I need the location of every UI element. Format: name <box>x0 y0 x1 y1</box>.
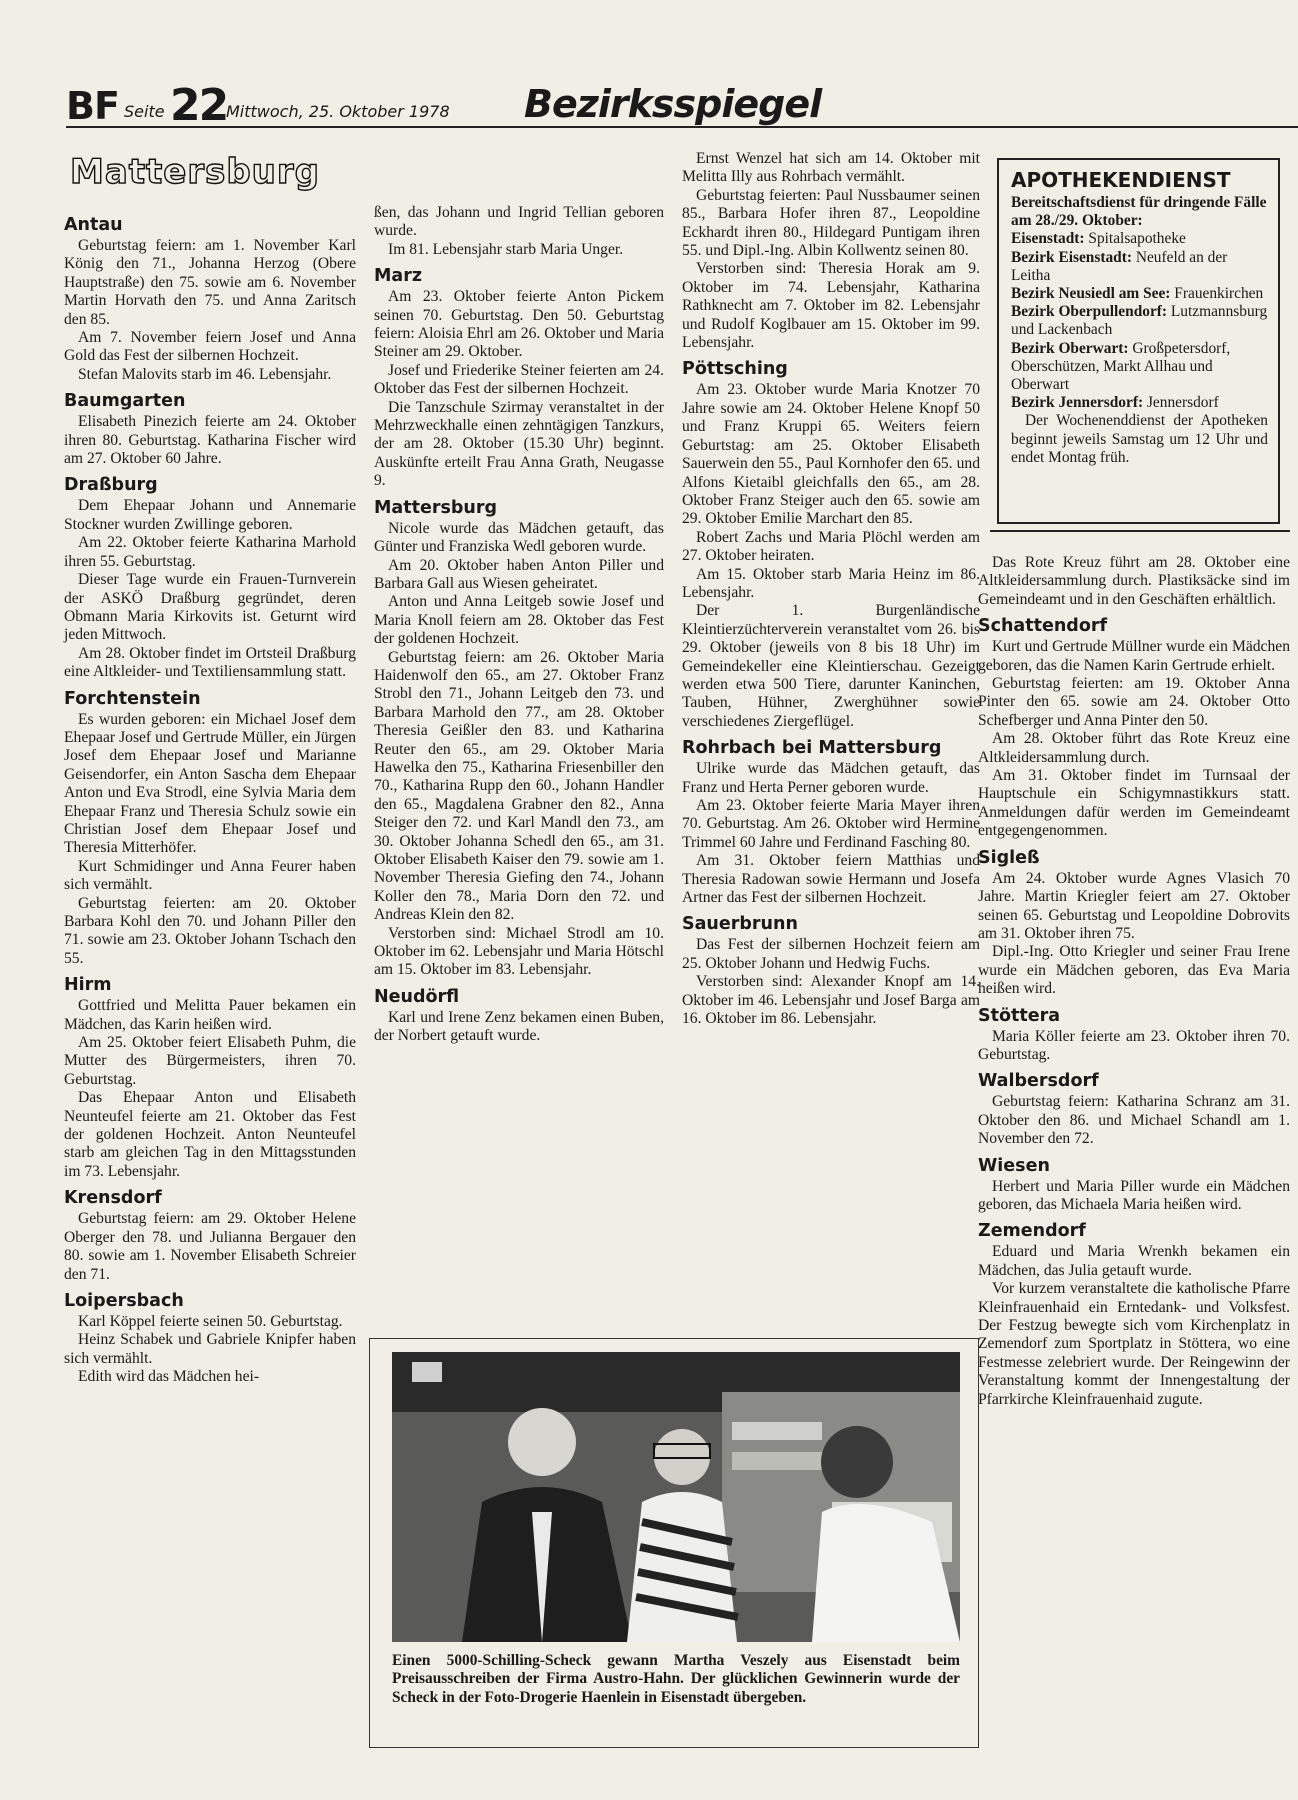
news-paragraph: Nicole wurde das Mädchen getauft, das Günter und Franziska Wedl geboren wurde. <box>374 519 664 556</box>
news-paragraph: Am 20. Oktober haben Anton Piller und Barbara Gall aus Wiesen geheiratet. <box>374 556 664 592</box>
apotheke-district: Eisenstadt: <box>1011 230 1085 248</box>
place-heading: Walbersdorf <box>978 1071 1099 1092</box>
news-paragraph: Geburtstag feiern: am 1. November Karl König den 71., Johanna Herzog (Obere Hauptstraße) den 75. sowie am 6. November Martin Horvath den 75. und Anna Zaritsch den 85. <box>64 237 356 328</box>
news-paragraph: Geburtstag feiern: am 26. Oktober Maria Haidenwolf den 65., am 27. Oktober Franz Strobl den 71., Johann Leitgeb den 73. und Barbara Marhold den 77., am 28. Oktober Theresia Geißler den 83. und Katharina Reuter den 65., am 29. Oktober Maria Hawelka den 75., Katharina Friesenbiller den 70., Katharina Rupp den 60., Johann Handler den 65., Magdalena Grabner den 82., Anna Steiger den 72. und Karl Mandl den 73., am 30. Oktober Johanna Schedl den 65., am 31. Oktober Elisabeth Kaiser den 79. sowie am 1. November Theresia Giefing den 74., Johann Koller den 78., Maria Dorn den 72. und Andreas Klein den 82. <box>374 648 664 924</box>
news-paragraph: Dieser Tage wurde ein Frauen-Turnverein der ASKÖ Draßburg gegründet, deren Obmann Maria Kirkovits ist. Geturnt wird jeden Mittwoch. <box>64 571 356 644</box>
news-paragraph: Kurt und Gertrude Müllner wurde ein Mädchen geboren, das die Namen Karin Gertrude erhielt. <box>978 638 1290 674</box>
place-heading: Antau <box>64 215 123 235</box>
apotheke-pharmacy: Lutzmannsburg und Lackenbach <box>1011 303 1268 339</box>
news-paragraph: Anton und Anna Leitgeb sowie Josef und Maria Knoll feiern am 28. Oktober das Fest der goldenen Hochzeit. <box>374 593 664 648</box>
place-heading: Neudörfl <box>374 986 460 1007</box>
region-logo: Mattersburg <box>70 152 320 192</box>
apothekendienst-title: APOTHEKENDIENST <box>1011 168 1231 192</box>
news-paragraph: Dipl.-Ing. Otto Kriegler und seiner Frau Irene wurde ein Mädchen geboren, das Eva Maria heißen wird. <box>978 943 1290 998</box>
column-2 <box>374 204 664 1046</box>
news-paragraph: Robert Zachs und Maria Plöchl werden am 27. Oktober heiraten. <box>682 528 980 565</box>
place-heading: Sauerbrunn <box>682 914 798 935</box>
place-heading: Rohrbach bei Mattersburg <box>682 738 942 759</box>
news-paragraph: Am 31. Oktober feiern Matthias und Theresia Radowan sowie Hermann und Josefa Artner das Fest der silbernen Hochzeit. <box>682 852 980 907</box>
apotheke-pharmacy: Frauenkirchen <box>1174 285 1264 303</box>
place-heading: Wiesen <box>978 1155 1050 1176</box>
apothekendienst-footer: Der Wochenenddienst der Apotheken beginnt jeweils Samstag um 12 Uhr und endet Montag früh. <box>1011 412 1268 466</box>
place-heading: Hirm <box>64 975 112 996</box>
masthead <box>66 82 1216 132</box>
news-paragraph: Am 7. November feiern Josef und Anna Gold das Fest der silbernen Hochzeit. <box>64 329 356 365</box>
paper-logo: BF <box>66 84 119 128</box>
apotheke-pharmacy: Großpetersdorf, Oberschützen, Markt Allhau und Oberwart <box>1011 339 1231 394</box>
apotheke-entry <box>1011 285 1268 303</box>
column-4 <box>978 554 1290 1409</box>
news-paragraph: Geburtstag feiern: am 29. Oktober Helene Oberger den 78. und Julianna Bergauer den 80. sowie am 1. November Elisabeth Schreier den 71. <box>64 1210 356 1283</box>
news-paragraph: Kurt Schmidinger und Anna Feurer haben sich vermählt. <box>64 857 356 894</box>
apotheke-entry <box>1011 230 1268 248</box>
news-paragraph: Vor kurzem veranstaltete die katholische Pfarre Kleinfrauenhaid ein Erntedank- und Volksfest. Der Festzug bewegte sich vom Kirchenplatz in Zemendorf zum Sportplatz in Stöttera, wo eine Festmesse zelebriert wurde. Der Reingewinn der Veranstaltung kommt der Innengestaltung der Pfarrkirche Kleinfrauenhaid zugute. <box>978 1280 1290 1408</box>
place-heading: Zemendorf <box>978 1221 1086 1242</box>
news-paragraph: Geburtstag feiern: Katharina Schranz am 31. Oktober den 86. und Michael Schandl am 1. November den 72. <box>978 1093 1290 1148</box>
news-paragraph: Elisabeth Pinezich feierte am 24. Oktober ihren 80. Geburtstag. Katharina Fischer wird am 27. Oktober 60 Jahre. <box>64 413 356 468</box>
issue-date: Mittwoch, 25. Oktober 1978 <box>226 102 450 121</box>
news-paragraph: Am 24. Oktober wurde Agnes Vlasich 70 Jahre. Martin Kriegler feiert am 27. Oktober seinen 65. Geburtstag und Leopoldine Dobrovits am 31. Oktober ihren 75. <box>978 869 1290 942</box>
column-1-body <box>64 214 356 1387</box>
news-paragraph: Heinz Schabek und Gabriele Knipfer haben sich vermählt. <box>64 1331 356 1367</box>
news-paragraph: Verstorben sind: Michael Strodl am 10. Oktober im 62. Lebensjahr und Maria Hötschl am 15. Oktober im 83. Lebensjahr. <box>374 924 664 979</box>
news-paragraph: Maria Köller feierte am 23. Oktober ihren 70. Geburtstag. <box>978 1027 1290 1063</box>
apotheke-district: Bezirk Eisenstadt: <box>1011 248 1132 266</box>
news-paragraph: Ernst Wenzel hat sich am 14. Oktober mit Melitta Illy aus Rohrbach vermählt. <box>682 150 980 186</box>
news-photo <box>392 1352 960 1642</box>
news-paragraph: Josef und Friederike Steiner feierten am 24. Oktober das Fest der silbernen Hochzeit. <box>374 361 664 398</box>
place-heading: Marz <box>374 266 423 287</box>
news-paragraph: Am 23. Oktober feierte Anton Pickem seinen 70. Geburtstag. Den 50. Geburtstag feiern: Aloisia Ehrl am 26. Oktober und Maria Steiner am 29. Oktober. <box>374 288 664 361</box>
apotheke-district: Bezirk Oberpullendorf: <box>1011 303 1168 321</box>
news-paragraph: Edith wird das Mädchen hei- <box>78 1368 260 1386</box>
news-paragraph: Am 28. Oktober findet im Ortsteil Draßburg eine Altkleider- und Textiliensammlung statt. <box>64 644 356 681</box>
apotheke-district: Bezirk Jennersdorf: <box>1011 394 1144 412</box>
place-heading: Draßburg <box>64 475 158 496</box>
news-paragraph: Am 31. Oktober findet im Turnsaal der Hauptschule ein Schigymnastikkurs statt. Anmeldungen dafür werden im Gemeindeamt entgegengenommen. <box>978 767 1290 840</box>
box-divider <box>990 530 1290 532</box>
masthead-rule <box>66 126 1298 128</box>
news-paragraph: Am 28. Oktober führt das Rote Kreuz eine Altkleidersammlung durch. <box>978 730 1290 766</box>
news-paragraph: Verstorben sind: Alexander Knopf am 14. Oktober im 46. Lebensjahr und Josef Barga am 16. Oktober im 86. Lebensjahr. <box>682 973 980 1028</box>
place-heading: Schattendorf <box>978 616 1108 637</box>
news-paragraph: Verstorben sind: Theresia Horak am 9. Oktober im 74. Lebensjahr, Katharina Rathknecht am 7. Oktober im 82. Lebensjahr und Rudolf Koglbauer am 15. Oktober im 99. Lebensjahr. <box>682 260 980 352</box>
news-paragraph: Ulrike wurde das Mädchen getauft, das Franz und Herta Perner geboren wurde. <box>682 760 980 796</box>
apothekendienst-intro: Bereitschaftsdienst für dringende Fälle am 28./29. Oktober: <box>1011 194 1267 230</box>
photo-image <box>392 1352 960 1642</box>
news-paragraph: Eduard und Maria Wrenkh bekamen ein Mädchen, das Julia getauft wurde. <box>978 1243 1290 1279</box>
news-paragraph: Stefan Malovits starb im 46. Lebensjahr. <box>78 365 332 383</box>
place-heading: Loipersbach <box>64 1290 184 1311</box>
news-paragraph: Geburtstag feierten: am 20. Oktober Barbara Kohl den 70. und Johann Piller den 71. sowie am 23. Oktober Johann Tschach den 55. <box>64 894 356 967</box>
apotheke-entry <box>1011 394 1268 412</box>
place-heading: Pöttsching <box>682 359 788 380</box>
news-paragraph: Am 22. Oktober feierte Katharina Marhold ihren 55. Geburtstag. <box>64 534 356 570</box>
news-paragraph: Herbert und Maria Piller wurde ein Mädchen geboren, das Michaela Maria heißen wird. <box>978 1177 1290 1213</box>
page-number: 22 <box>170 80 228 131</box>
apotheke-pharmacy: Jennersdorf <box>1146 394 1219 412</box>
place-heading: Sigleß <box>978 847 1040 868</box>
news-paragraph: Der 1. Burgenländische Kleintierzüchterverein veranstaltet vom 26. bis 29. Oktober (jeweils von 8 bis 18 Uhr) im Gemeindekeller eine Kleintierschau. Gezeigt werden etwa 500 Tiere, darunter Kaninchen, Tauben, Hühner, Zwerghühner sowie verschiedenes Ziergeflügel. <box>682 602 980 730</box>
apothekendienst-list <box>1011 230 1268 412</box>
place-heading: Forchtenstein <box>64 688 201 709</box>
apotheke-pharmacy: Spitalsapotheke <box>1088 230 1186 248</box>
apotheke-pharmacy: Neufeld an der Leitha <box>1011 248 1228 284</box>
news-paragraph: Am 23. Oktober wurde Maria Knotzer 70 Jahre sowie am 24. Oktober Helene Knopf 50 und Franz Kruppi 65. Weiters feiern Geburtstag: am 25. Oktober Elisabeth Sauerwein den 55., Paul Kornhofer den 65. und Alfons Kietaibl gleichfalls den 65., am 28. Oktober Franz Steiger auch den 65. sowie am 29. Oktober Emilie Marchart den 85. <box>682 381 980 528</box>
news-paragraph: Im 81. Lebensjahr starb Maria Unger. <box>388 240 624 258</box>
news-paragraph: Am 25. Oktober feiert Elisabeth Puhm, die Mutter des Bürgermeisters, ihren 70. Geburtstag. <box>64 1034 356 1088</box>
news-paragraph: ßen, das Johann und Ingrid Tellian geboren wurde. <box>374 204 664 240</box>
apotheke-entry <box>1011 249 1268 285</box>
news-paragraph: Karl Köppel feierte seinen 50. Geburtstag. <box>78 1312 343 1330</box>
news-paragraph: Die Tanzschule Szirmay veranstaltet in der Mehrzweckhalle einen zehntägigen Tanzkurs, der am 28. Oktober (15.30 Uhr) beginnt. Auskünfte erteilt Frau Anna Grath, Neugasse 9. <box>374 398 664 490</box>
news-paragraph: Es wurden geboren: ein Michael Josef dem Ehepaar Josef und Gertrude Müller, ein Jürgen Josef dem Ehepaar Josef und Marianne Geisendorfer, ein Anton Sascha dem Ehepaar Anton und Eva Strodl, eine Sylvia Maria dem Ehepaar Franz und Theresia Schulz sowie ein Christian Josef dem Ehepaar Josef und Theresia Mitterhöfer. <box>64 710 356 857</box>
news-paragraph: Das Rote Kreuz führt am 28. Oktober eine Altkleidersammlung durch. Plastiksäcke sind im Gemeindeamt und in den Geschäften erhältlich. <box>978 554 1290 608</box>
news-paragraph: Dem Ehepaar Johann und Annemarie Stockner wurden Zwillinge geboren. <box>64 497 356 533</box>
news-paragraph: Am 15. Oktober starb Maria Heinz im 86. Lebensjahr. <box>682 565 980 601</box>
page-label: Seite <box>124 102 165 121</box>
news-paragraph: Geburtstag feierten: Paul Nussbaumer seinen 85., Barbara Hofer ihren 87., Leopoldine Eckhardt ihren 80., Hildegard Puntigam ihren 55. und Dipl.-Ing. Albin Kollwentz seinen 80. <box>682 186 980 260</box>
apotheke-district: Bezirk Oberwart: <box>1011 339 1129 357</box>
section-title: Bezirksspiegel <box>524 82 822 126</box>
news-paragraph: Geburtstag feierten: am 19. Oktober Anna Pinter den 65. sowie am 24. Oktober Otto Schefberger und Anna Pinter den 50. <box>978 675 1290 729</box>
news-paragraph: Karl und Irene Zenz bekamen einen Buben, der Norbert getauft wurde. <box>374 1008 664 1045</box>
news-paragraph: Das Fest der silbernen Hochzeit feiern am 25. Oktober Johann und Hedwig Fuchs. <box>682 936 980 972</box>
apotheke-entry <box>1011 340 1268 395</box>
place-heading: Baumgarten <box>64 391 186 412</box>
column-3 <box>682 150 980 1028</box>
place-heading: Stöttera <box>978 1005 1061 1026</box>
column-1 <box>64 148 356 1387</box>
apothekendienst-box <box>997 158 1280 524</box>
place-heading: Krensdorf <box>64 1188 162 1209</box>
place-heading: Mattersburg <box>374 497 498 518</box>
news-paragraph: Am 23. Oktober feierte Maria Mayer ihren 70. Geburtstag. Am 26. Oktober wird Hermine Trimmel 60 Jahre und Ferdinand Fasching 80. <box>682 797 980 851</box>
apotheke-entry <box>1011 303 1268 339</box>
news-paragraph: Gottfried und Melitta Pauer bekamen ein Mädchen, das Karin heißen wird. <box>64 997 356 1033</box>
photo-caption: Einen 5000-Schilling-Scheck gewann Martha Veszely aus Eisenstadt beim Preisausschreiben der Firma Austro-Hahn. Der glücklichen Gewinnerin wurde der Scheck in der Foto-Drogerie Haenlein in Eisenstadt übergeben. <box>392 1652 960 1706</box>
news-paragraph: Das Ehepaar Anton und Elisabeth Neunteufel feierte am 21. Oktober das Fest der goldenen Hochzeit. Anton Neunteufel starb am gleichen Tag in den Mittagsstunden im 73. Lebensjahr. <box>64 1089 356 1180</box>
apotheke-district: Bezirk Neusiedl am See: <box>1011 285 1171 303</box>
